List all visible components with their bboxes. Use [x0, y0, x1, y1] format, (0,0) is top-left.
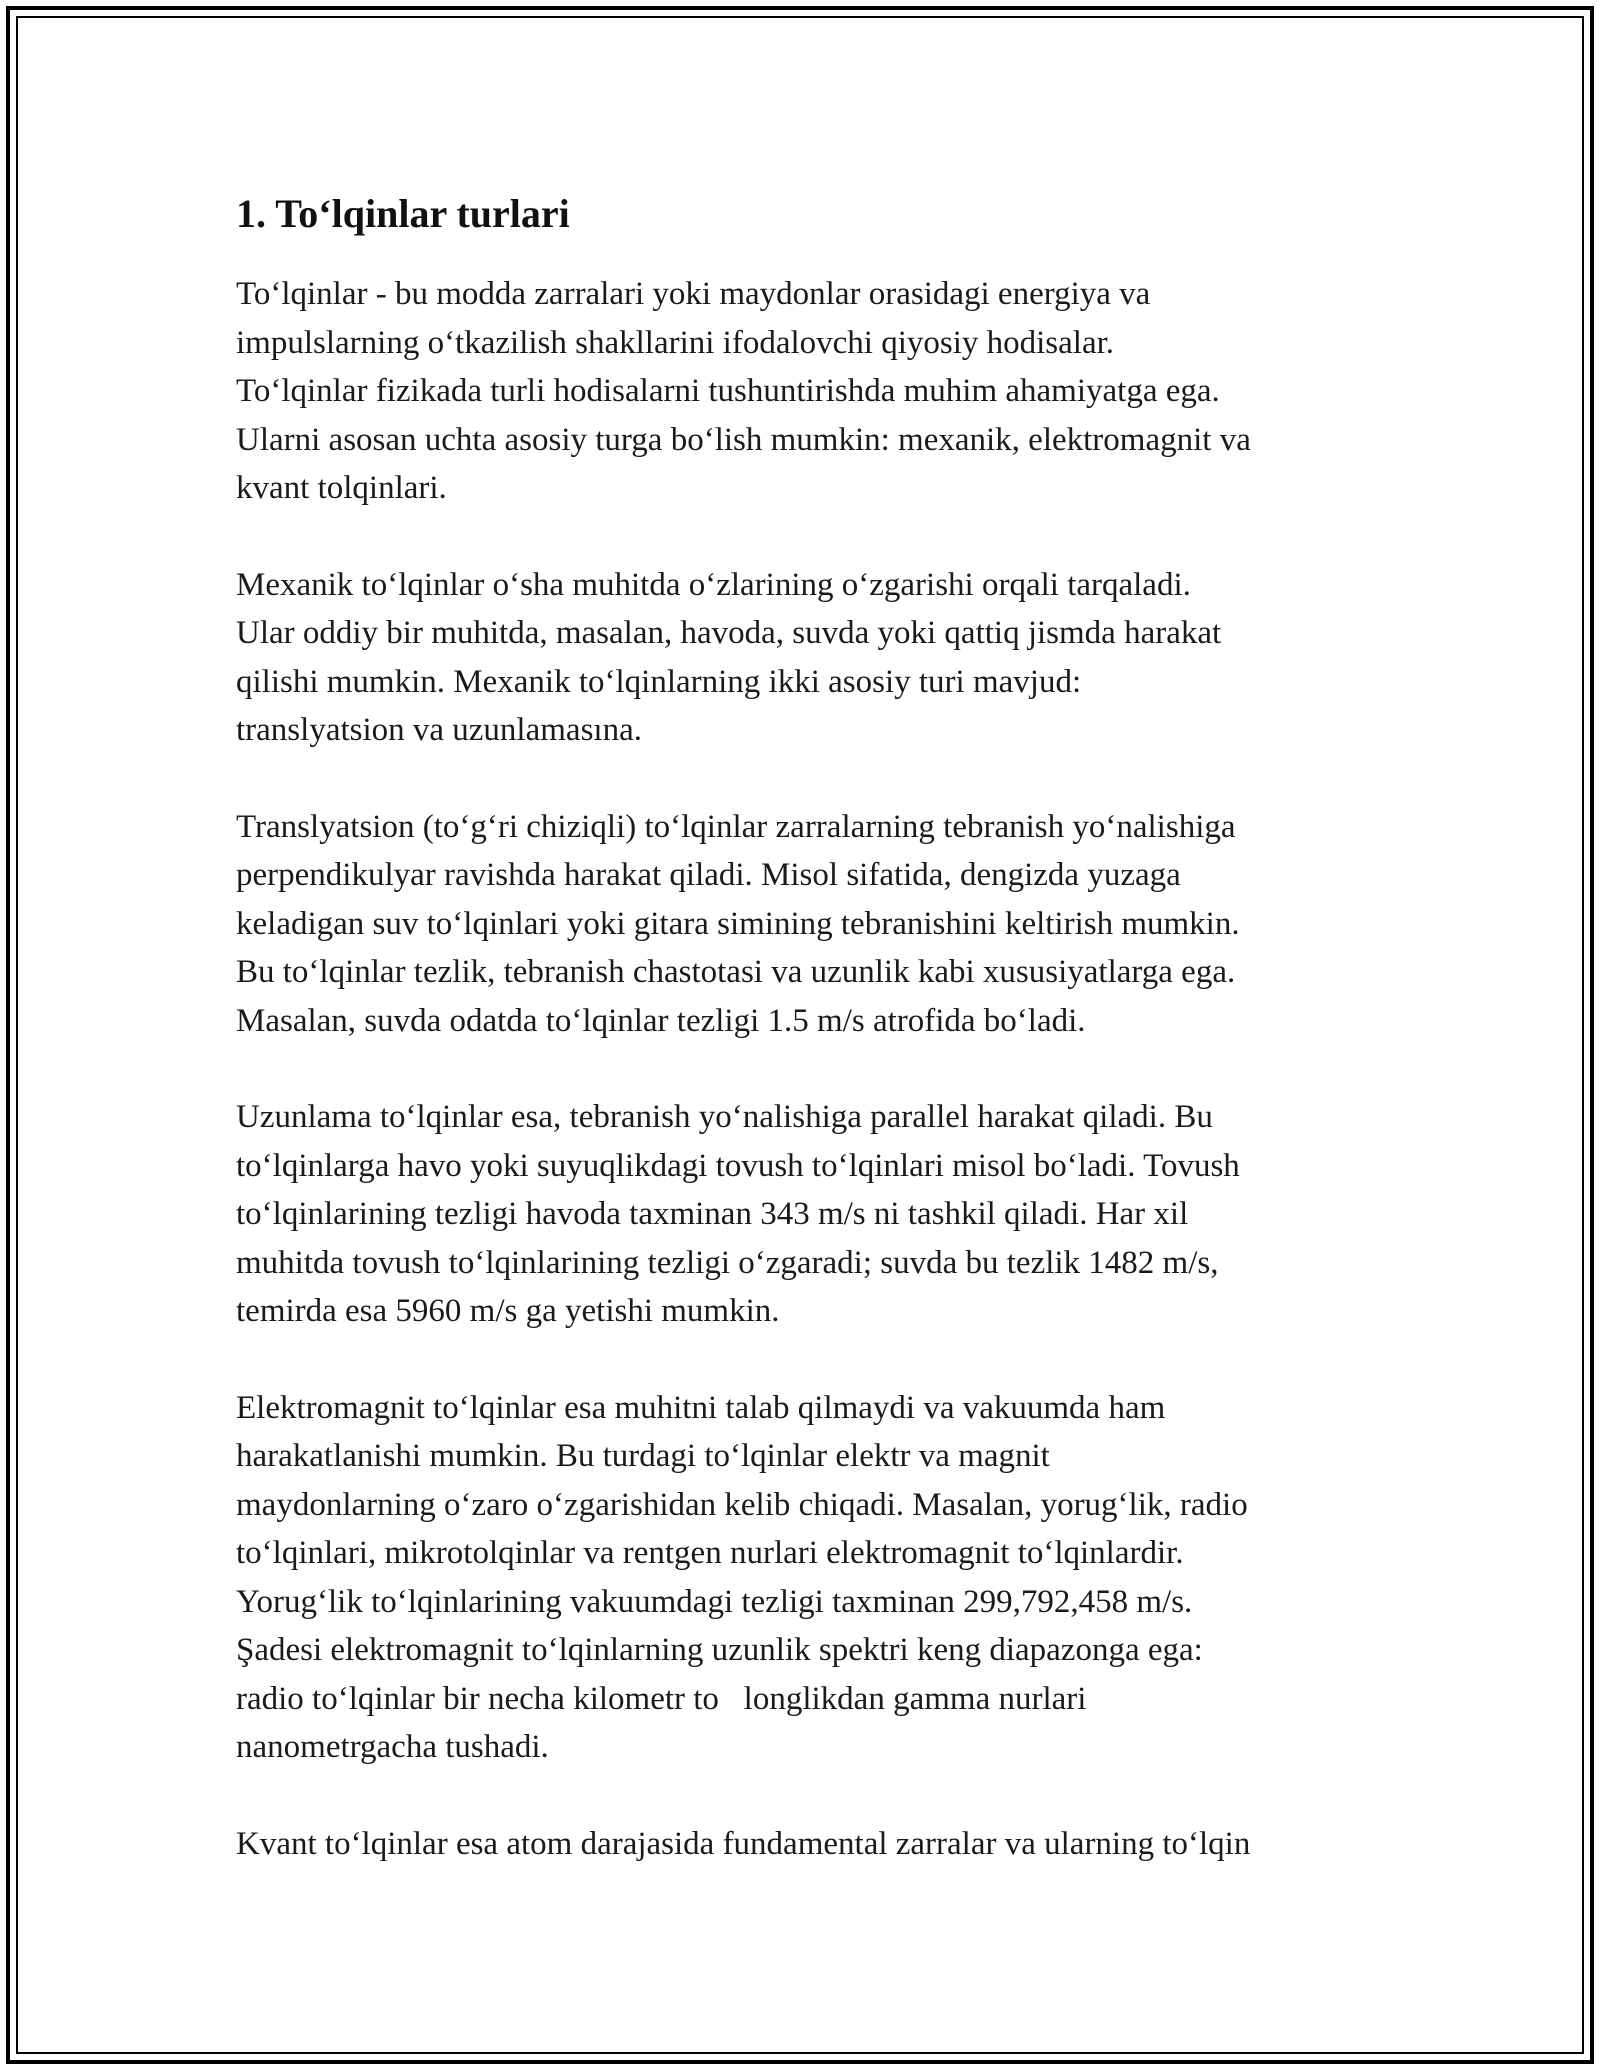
text-line: to‘lqinlari, mikrotolqinlar va rentgen nurlari elektromagnit to‘lqinlardir.	[236, 1535, 1184, 1571]
paragraph-longitudinal	[236, 1093, 1386, 1336]
paragraph-quantum	[236, 1820, 1386, 1869]
text-line: qilishi mumkin. Mexanik to‘lqinlarning ikki asosiy turi mavjud:	[236, 663, 1082, 700]
text-line: Kvant to‘lqinlar esa atom darajasida fundamental zarralar va ularning to‘lqin	[236, 1825, 1251, 1862]
paragraph-transverse	[236, 803, 1386, 1046]
text-line: temirda esa 5960 m/s ga yetishi mumkin.	[236, 1293, 780, 1329]
text-line: impulslarning o‘tkazilish shakllarini ifodalovchi qiyosiy hodisalar.	[236, 324, 1115, 361]
text-line: perpendikulyar ravishda harakat qiladi. Misol sifatida, dengizda yuzaga	[236, 857, 1181, 893]
text-line: Ular oddiy bir muhitda, masalan, havoda, suvda yoki qattiq jismda harakat	[236, 615, 1222, 651]
text-line: to‘lqinlarining tezligi havoda taxminan 343 m/s ni tashkil qiladi. Har xil	[236, 1196, 1189, 1232]
text-line: harakatlanishi mumkin. Bu turdagi to‘lqinlar elektr va magnit	[236, 1438, 1050, 1474]
text-line: Translyatsion (to‘g‘ri chiziqli) to‘lqinlar zarralarning tebranish yo‘nalishiga	[236, 808, 1236, 845]
text-line: To‘lqinlar fizikada turli hodisalarni tushuntirishda muhim ahamiyatga ega.	[236, 373, 1220, 409]
text-line: muhitda tovush to‘lqinlarining tezligi o‘zgaradi; suvda bu tezlik 1482 m/s,	[236, 1244, 1219, 1281]
text-line: To‘lqinlar - bu modda zarralari yoki maydonlar orasidagi energiya va	[236, 276, 1151, 312]
text-line: Şadesi elektromagnit to‘lqinlarning uzunlik spektri keng diapazonga ega:	[236, 1632, 1203, 1668]
text-line: keladigan suv to‘lqinlari yoki gitara simining tebranishini keltirish mumkin.	[236, 905, 1240, 942]
text-line: Bu to‘lqinlar tezlik, tebranish chastotasi va uzunlik kabi xususiyatlarga ega.	[236, 954, 1236, 990]
text-line: kvant tolqinlari.	[236, 470, 447, 506]
text-line: nanometrgacha tushadi.	[236, 1729, 549, 1765]
text-line: Mexanik to‘lqinlar o‘sha muhitda o‘zlarining o‘zgarishi orqali tarqaladi.	[236, 566, 1191, 603]
section-heading: 1. To‘lqinlar turlari	[236, 191, 570, 236]
text-line: to‘lqinlarga havo yoki suyuqlikdagi tovush to‘lqinlari misol bo‘ladi. Tovush	[236, 1147, 1240, 1184]
text-line: Masalan, suvda odatda to‘lqinlar tezligi 1.5 m/s atrofida bo‘ladi.	[236, 1002, 1086, 1039]
paragraph-intro	[236, 270, 1386, 513]
text-line: Elektromagnit to‘lqinlar esa muhitni talab qilmaydi va vakuumda ham	[236, 1389, 1166, 1426]
text-line: Yorug‘lik to‘lqinlarining vakuumdagi tezligi taxminan 299,792,458 m/s.	[236, 1583, 1193, 1620]
text-line: Uzunlama to‘lqinlar esa, tebranish yo‘nalishiga parallel harakat qiladi. Bu	[236, 1099, 1213, 1135]
paragraph-electromagnetic	[236, 1384, 1386, 1772]
text-line: maydonlarning o‘zaro o‘zgarishidan kelib chiqadi. Masalan, yorug‘lik, radio	[236, 1486, 1248, 1523]
text-line: translyatsion va uzunlamasına.	[236, 712, 642, 748]
text-line: Ularni asosan uchta asosiy turga bo‘lish mumkin: mexanik, elektromagnit va	[236, 421, 1251, 458]
paragraph-mechanical	[236, 561, 1386, 755]
text-line: radio to‘lqinlar bir necha kilometr to longlikdan gamma nurlari	[236, 1680, 1087, 1717]
document-body	[236, 186, 1386, 1916]
